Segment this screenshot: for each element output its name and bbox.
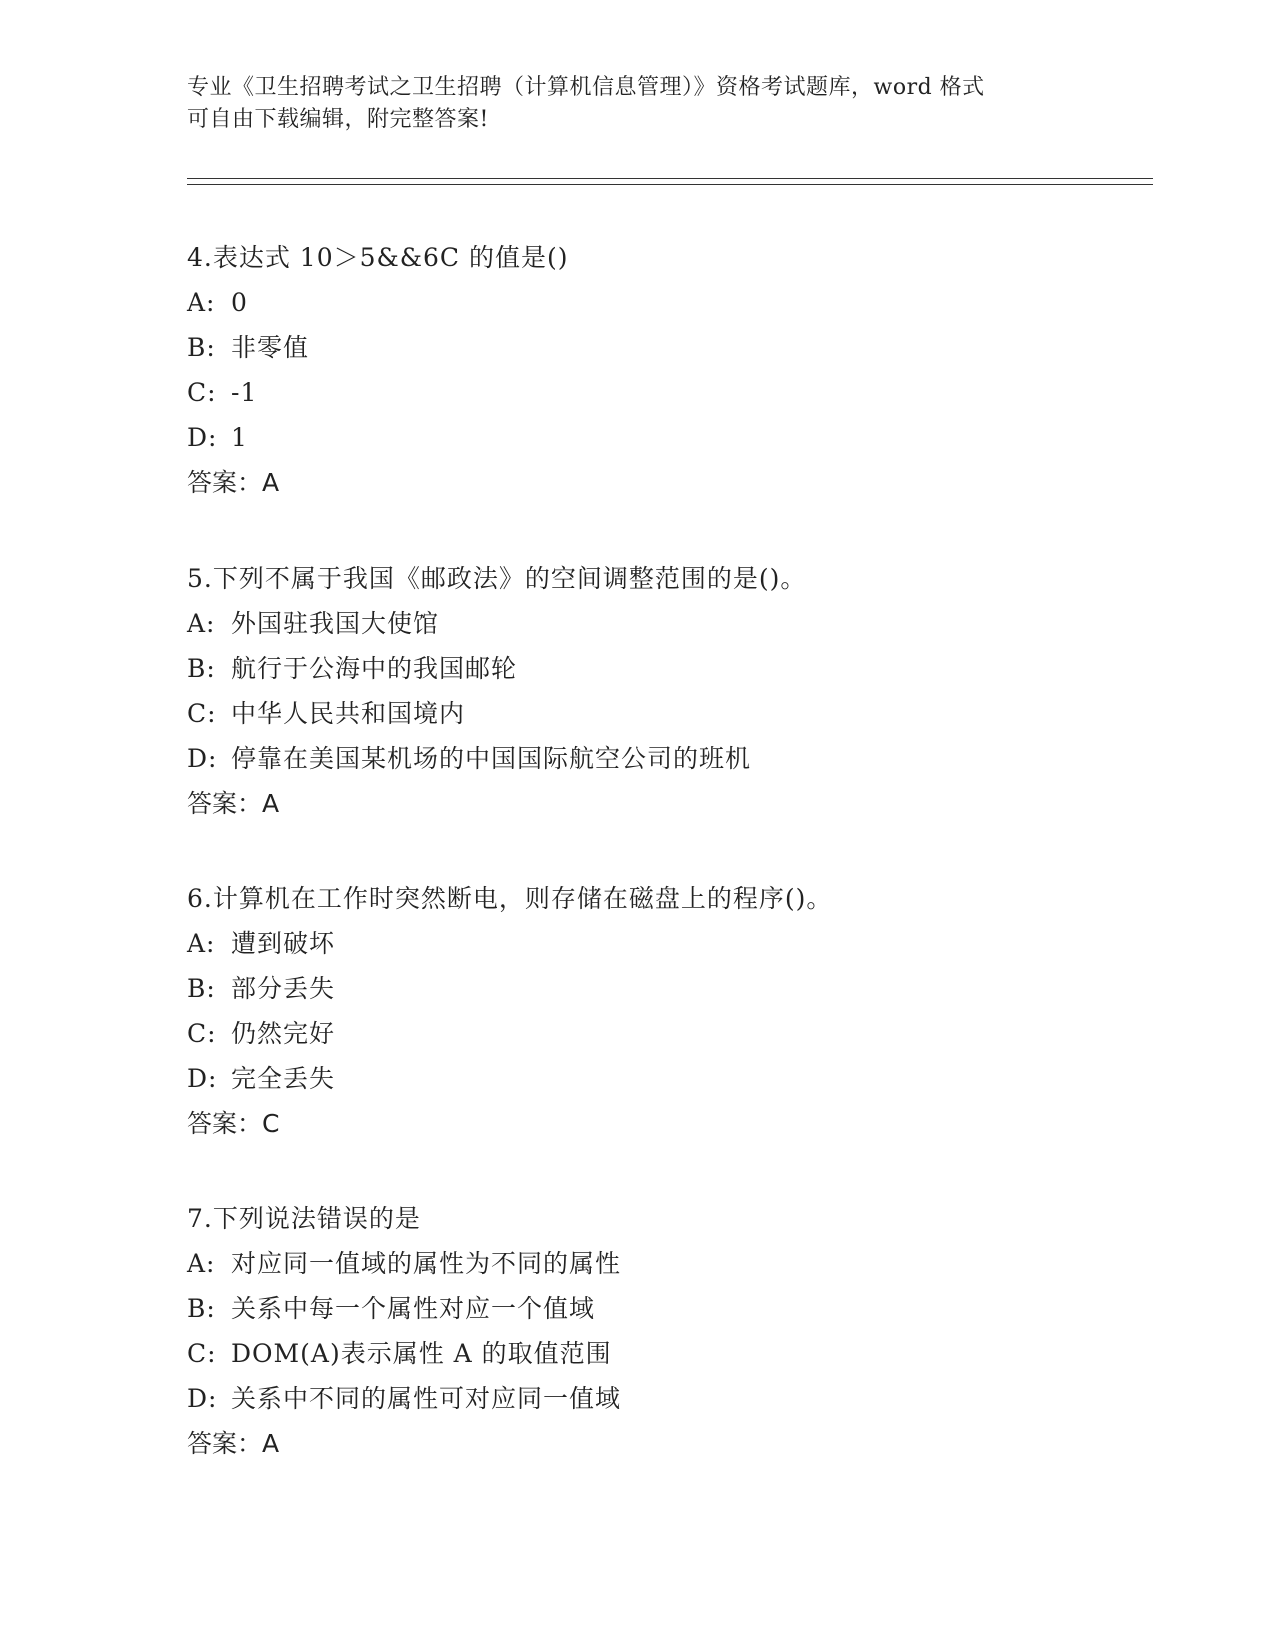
answer-line: 答案：A <box>187 789 280 818</box>
option-b <box>187 1286 1147 1331</box>
option-key: B: <box>187 654 216 683</box>
option-key: D: <box>187 744 218 773</box>
answer-line: 答案：A <box>187 468 280 497</box>
question-4 <box>187 235 1147 505</box>
option-text: 仍然完好 <box>231 1019 336 1048</box>
answer-line: 答案：A <box>187 1429 280 1458</box>
option-key: B: <box>187 1294 216 1323</box>
option-text: 1 <box>231 423 248 452</box>
option-key: D: <box>187 1064 218 1093</box>
option-text: 非零值 <box>231 333 310 362</box>
question-6 <box>187 876 1147 1146</box>
option-a <box>187 1241 1147 1286</box>
document-header <box>187 72 1067 136</box>
option-key: A: <box>187 929 216 958</box>
option-key: B: <box>187 333 216 362</box>
option-text: 关系中不同的属性可对应同一值域 <box>231 1384 622 1413</box>
option-text: 遭到破坏 <box>231 929 336 958</box>
option-b <box>187 646 1147 691</box>
option-d <box>187 736 1147 781</box>
option-d <box>187 1056 1147 1101</box>
answer-line: 答案：C <box>187 1109 280 1138</box>
option-c <box>187 1011 1147 1056</box>
option-text: 中华人民共和国境内 <box>231 699 466 728</box>
option-text: -1 <box>231 378 258 407</box>
option-c <box>187 1331 1147 1376</box>
question-stem: 4.表达式 10＞5&&6C 的值是() <box>187 243 569 272</box>
option-c <box>187 370 1147 415</box>
option-key: C: <box>187 1019 217 1048</box>
option-a <box>187 601 1147 646</box>
option-key: A: <box>187 288 216 317</box>
option-d <box>187 1376 1147 1421</box>
option-text: 关系中每一个属性对应一个值域 <box>231 1294 596 1323</box>
header-divider-bottom <box>187 184 1153 185</box>
question-stem: 6.计算机在工作时突然断电，则存储在磁盘上的程序()。 <box>187 884 833 913</box>
option-key: C: <box>187 699 217 728</box>
question-stem: 5.下列不属于我国《邮政法》的空间调整范围的是()。 <box>187 564 807 593</box>
header-line-2: 可自由下载编辑，附完整答案! <box>187 107 489 132</box>
option-text: 部分丢失 <box>231 974 336 1003</box>
option-text: 对应同一值域的属性为不同的属性 <box>231 1249 622 1278</box>
option-text: 外国驻我国大使馆 <box>231 609 440 638</box>
option-text: DOM(A)表示属性 A 的取值范围 <box>231 1339 612 1368</box>
question-stem: 7.下列说法错误的是 <box>187 1204 421 1233</box>
option-text: 0 <box>231 288 248 317</box>
option-d <box>187 415 1147 460</box>
option-c <box>187 691 1147 736</box>
option-text: 停靠在美国某机场的中国国际航空公司的班机 <box>231 744 752 773</box>
option-text: 完全丢失 <box>231 1064 336 1093</box>
option-key: B: <box>187 974 216 1003</box>
option-key: A: <box>187 609 216 638</box>
option-text: 航行于公海中的我国邮轮 <box>231 654 518 683</box>
option-b <box>187 325 1147 370</box>
header-divider-top <box>187 178 1153 179</box>
option-key: C: <box>187 378 217 407</box>
header-line-1: 专业《卫生招聘考试之卫生招聘（计算机信息管理）》资格考试题库，word 格式 <box>187 75 985 100</box>
option-key: A: <box>187 1249 216 1278</box>
option-a <box>187 280 1147 325</box>
option-key: C: <box>187 1339 217 1368</box>
question-7 <box>187 1196 1147 1466</box>
option-key: D: <box>187 1384 218 1413</box>
option-key: D: <box>187 423 218 452</box>
option-a <box>187 921 1147 966</box>
option-b <box>187 966 1147 1011</box>
question-5 <box>187 556 1147 826</box>
